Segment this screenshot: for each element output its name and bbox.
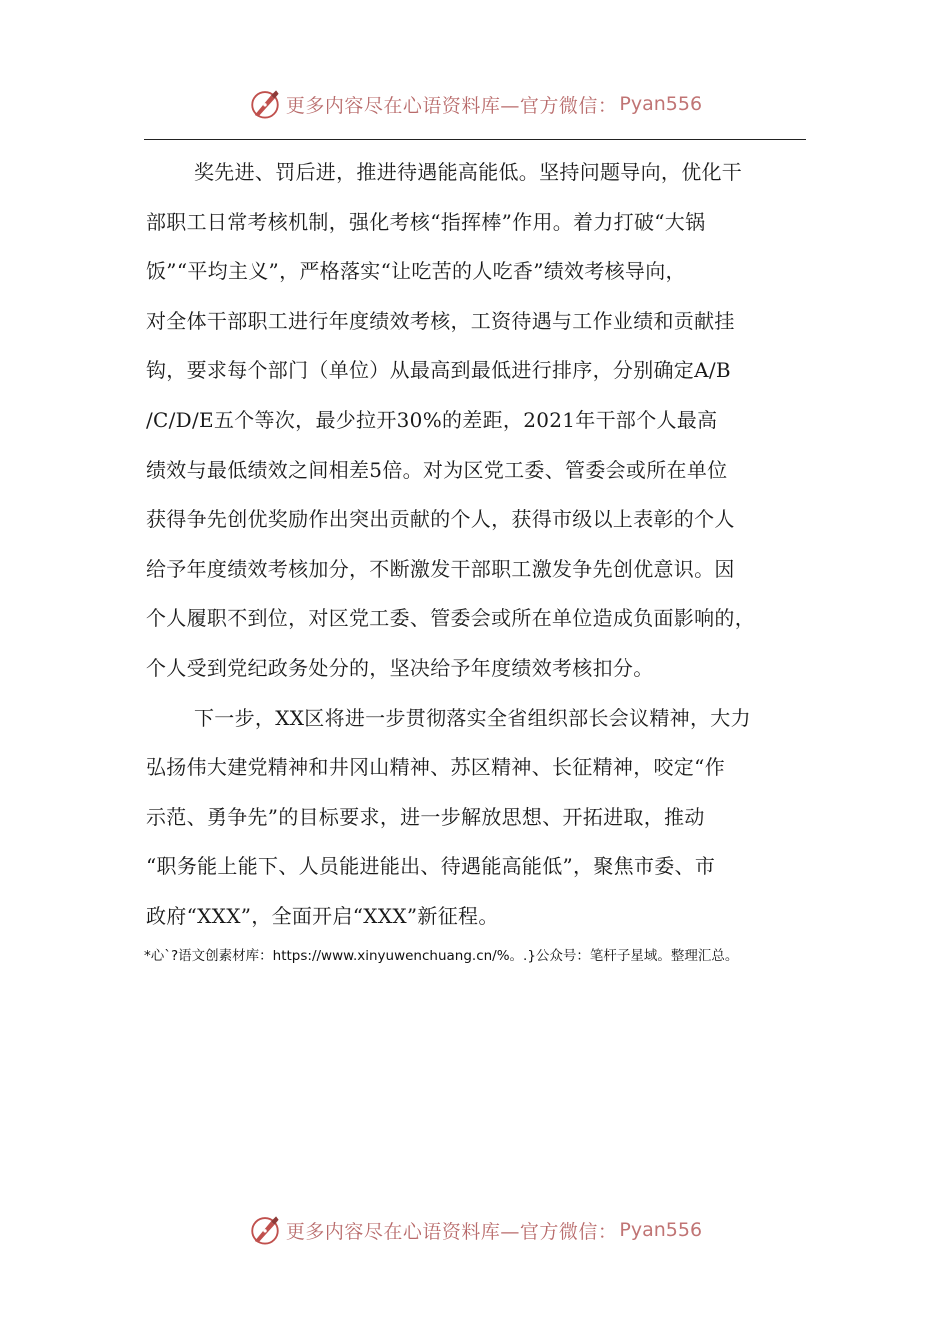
pen-nib-logo-icon xyxy=(248,1213,282,1247)
header-banner xyxy=(0,84,950,124)
text-line: 给予年度绩效考核加分，不断激发干部职工激发争先创优意识。因 xyxy=(146,556,735,581)
text-line: 个人受到党纪政务处分的，坚决给予年度绩效考核扣分。 xyxy=(146,655,654,680)
text-line: /C/D/E五个等次，最少拉开30%的差距，2021年干部个人最高 xyxy=(146,407,718,432)
banner-text: 更多内容尽在心语资料库—官方微信： xyxy=(285,94,618,117)
text-line: 奖先进、罚后进，推进待遇能高能低。坚持问题导向，优化干 xyxy=(194,160,743,184)
text-line: 获得争先创优奖励作出突出贡献的个人，获得市级以上表彰的个人 xyxy=(146,507,735,532)
text-line: 下一步，XX区将进一步贯彻落实全省组织部长会议精神，大力 xyxy=(194,705,751,730)
source-note: *心`?语文创素材库：https://www.xinyuwenchuang.cn/%。.}公众号：笔杆子星域。整理汇总。 xyxy=(144,948,739,964)
text-line: 部职工日常考核机制，强化考核“指挥棒”作用。着力打破“大锅 xyxy=(146,209,706,234)
footer-banner xyxy=(0,1210,950,1250)
paragraph-2 xyxy=(146,694,806,942)
paragraph-1 xyxy=(146,148,806,694)
text-line: 绩效与最低绩效之间相差5倍。对为区党工委、管委会或所在单位 xyxy=(146,457,728,482)
header-divider xyxy=(144,139,806,140)
text-line: 政府“XXX”，全面开启“XXX”新征程。 xyxy=(146,903,499,928)
text-line: 钩，要求每个部门（单位）从最高到最低进行排序，分别确定A/B xyxy=(146,358,731,383)
banner-wechat-id: Pyan556 xyxy=(619,93,703,115)
text-line: 对全体干部职工进行年度绩效考核，工资待遇与工作业绩和贡献挂 xyxy=(146,308,735,333)
text-line: 饭”“平均主义”，严格落实“让吃苦的人吃香”绩效考核导向， xyxy=(146,259,686,284)
document-body xyxy=(146,148,806,942)
text-line: 个人履职不到位，对区党工委、管委会或所在单位造成负面影响的， xyxy=(146,606,755,631)
text-line: 弘扬伟大建党精神和井冈山精神、苏区精神、长征精神，咬定“作 xyxy=(146,755,725,780)
banner-text: 更多内容尽在心语资料库—官方微信： xyxy=(285,1220,618,1243)
banner-wechat-id: Pyan556 xyxy=(619,1219,703,1241)
text-line: “职务能上能下、人员能进能出、待遇能高能低”，聚焦市委、市 xyxy=(146,854,716,879)
text-line: 示范、勇争先”的目标要求，进一步解放思想、开拓进取，推动 xyxy=(146,804,705,829)
pen-nib-logo-icon xyxy=(248,87,282,121)
